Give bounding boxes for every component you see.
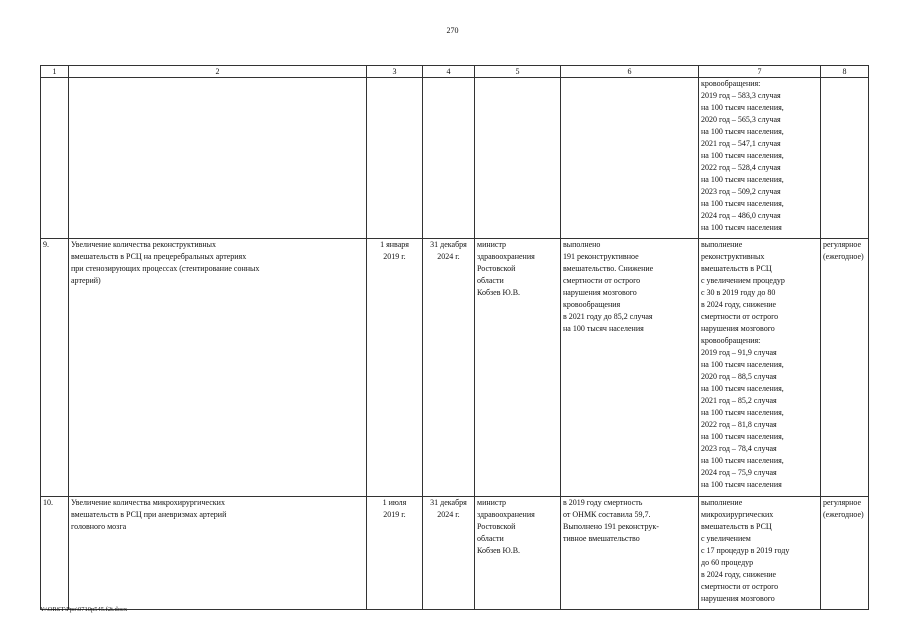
cell-text-line: 2020 год – 565,3 случая <box>701 115 781 124</box>
cell-text-line: области <box>477 534 504 543</box>
table-cell <box>367 239 423 497</box>
cell-text-line: области <box>477 276 504 285</box>
table-cell <box>423 239 475 497</box>
cell-text-line: 2019 год – 583,3 случая <box>701 91 781 100</box>
cell-text-line: 2024 год – 75,9 случая <box>701 468 777 477</box>
cell-text-line: вмешательств в РСЦ <box>701 264 772 273</box>
document-table <box>40 65 869 610</box>
cell-text-line: 2022 год – 81,8 случая <box>701 420 777 429</box>
cell-text-line: реконструктивных <box>701 252 765 261</box>
cell-text-line: кровообращения: <box>701 336 761 345</box>
table-cell <box>367 78 423 239</box>
cell-text-line: (ежегодное) <box>823 252 864 261</box>
cell-text-line: (ежегодное) <box>823 510 864 519</box>
table-cell <box>475 78 561 239</box>
column-header: 3 <box>367 66 423 78</box>
table-cell <box>475 497 561 610</box>
cell-text-line: 2019 г. <box>383 252 406 261</box>
cell-text-line: на 100 тысяч населения, <box>701 360 784 369</box>
cell-text-line: в 2019 году смертность <box>563 498 643 507</box>
cell-text-line: 2023 год – 78,4 случая <box>701 444 777 453</box>
column-header: 2 <box>69 66 367 78</box>
cell-text-line: Ростовской <box>477 264 516 273</box>
cell-text-line: вмешательств в РСЦ на прецеребральных артериях <box>71 252 247 261</box>
cell-text-line: 2020 год – 88,5 случая <box>701 372 777 381</box>
cell-text-line: с увеличением <box>701 534 751 543</box>
cell-text-line: Ростовской <box>477 522 516 531</box>
table-cell <box>699 239 821 497</box>
cell-text-line: Увеличение количества микрохирургических <box>71 498 225 507</box>
table-cell <box>367 497 423 610</box>
cell-text-line: 2019 г. <box>383 510 406 519</box>
cell-text-line: 2022 год – 528,4 случая <box>701 163 781 172</box>
cell-text-line: смертности от острого <box>563 276 641 285</box>
cell-text-line: в 2024 году, снижение <box>701 300 777 309</box>
cell-text-line: 10. <box>43 498 53 507</box>
file-path-footer: Y:\ORST\Ppo\0710p545.f2t.docx <box>40 606 128 613</box>
cell-text-line: Выполнено 191 реконструк- <box>563 522 659 531</box>
cell-text-line: с 17 процедур в 2019 году <box>701 546 790 555</box>
cell-text-line: 2024 г. <box>437 252 460 261</box>
cell-text-line: 1 января <box>380 240 409 249</box>
cell-text-line: на 100 тысяч населения, <box>701 103 784 112</box>
cell-text-line: регулярное <box>823 240 862 249</box>
table-cell <box>699 78 821 239</box>
table-cell <box>41 239 69 497</box>
table-cell <box>69 78 367 239</box>
cell-text-line: 2023 год – 509,2 случая <box>701 187 781 196</box>
table-cell <box>41 497 69 610</box>
cell-text-line: на 100 тысяч населения, <box>701 384 784 393</box>
cell-text-line: тивное вмешательство <box>563 534 640 543</box>
cell-text-line: нарушения мозгового <box>701 324 775 333</box>
table-row <box>41 497 869 610</box>
cell-text-line: с увеличением процедур <box>701 276 785 285</box>
column-header: 5 <box>475 66 561 78</box>
page-number: 270 <box>446 26 459 35</box>
cell-text-line: Кобзев Ю.В. <box>477 546 521 555</box>
cell-text-line: на 100 тысяч населения, <box>701 408 784 417</box>
cell-text-line: здравоохранения <box>477 510 535 519</box>
cell-text-line: 2019 год – 91,9 случая <box>701 348 777 357</box>
column-header: 4 <box>423 66 475 78</box>
cell-text-line: 1 июля <box>382 498 407 507</box>
column-header: 6 <box>561 66 699 78</box>
table-cell <box>821 78 869 239</box>
cell-text-line: нарушения мозгового <box>701 594 775 603</box>
cell-text-line: при стенозирующих процессах (стентирование сонных <box>71 264 260 273</box>
table-row <box>41 239 869 497</box>
cell-text-line: регулярное <box>823 498 862 507</box>
table-cell <box>41 78 69 239</box>
cell-text-line: с 30 в 2019 году до 80 <box>701 288 776 297</box>
column-header: 1 <box>41 66 69 78</box>
cell-text-line: на 100 тысяч населения, <box>701 199 784 208</box>
cell-text-line: Увеличение количества реконструктивных <box>71 240 217 249</box>
table-cell <box>821 497 869 610</box>
cell-text-line: на 100 тысяч населения, <box>701 456 784 465</box>
table-cell <box>561 497 699 610</box>
cell-text-line: 9. <box>43 240 49 249</box>
table-cell <box>561 78 699 239</box>
cell-text-line: вмешательство. Снижение <box>563 264 654 273</box>
cell-text-line: от ОНМК составила 59,7. <box>563 510 651 519</box>
cell-text-line: на 100 тысяч населения, <box>701 175 784 184</box>
table-cell <box>423 78 475 239</box>
cell-text-line: на 100 тысяч населения, <box>701 432 784 441</box>
cell-text-line: министр <box>477 240 507 249</box>
column-header: 7 <box>699 66 821 78</box>
table-cell <box>821 239 869 497</box>
table-cell <box>475 239 561 497</box>
cell-text-line: до 60 процедур <box>701 558 754 567</box>
cell-text-line: в 2024 году, снижение <box>701 570 777 579</box>
cell-text-line: нарушения мозгового <box>563 288 637 297</box>
cell-text-line: кровообращения: <box>701 79 761 88</box>
cell-text-line: артерий) <box>71 276 101 285</box>
table-cell <box>69 239 367 497</box>
cell-text-line: 191 реконструктивное <box>563 252 639 261</box>
table-header-row <box>41 66 869 78</box>
cell-text-line: 2024 год – 486,0 случая <box>701 211 781 220</box>
cell-text-line: головного мозга <box>71 522 127 531</box>
cell-text-line: 2024 г. <box>437 510 460 519</box>
cell-text-line: на 100 тысяч населения, <box>701 127 784 136</box>
table-cell <box>69 497 367 610</box>
cell-text-line: вмешательств в РСЦ при аневризмах артерий <box>71 510 227 519</box>
cell-text-line: на 100 тысяч населения <box>563 324 644 333</box>
cell-text-line: здравоохранения <box>477 252 535 261</box>
cell-text-line: 31 декабря <box>430 498 467 507</box>
cell-text-line: на 100 тысяч населения, <box>701 151 784 160</box>
cell-text-line: выполнение <box>701 498 743 507</box>
table-cell <box>423 497 475 610</box>
cell-text-line: 31 декабря <box>430 240 467 249</box>
cell-text-line: 2021 год – 85,2 случая <box>701 396 777 405</box>
cell-text-line: вмешательств в РСЦ <box>701 522 772 531</box>
cell-text-line: 2021 год – 547,1 случая <box>701 139 781 148</box>
cell-text-line: микрохирургических <box>701 510 774 519</box>
table-row <box>41 78 869 239</box>
cell-text-line: выполнено <box>563 240 601 249</box>
cell-text-line: на 100 тысяч населения <box>701 223 782 232</box>
column-header: 8 <box>821 66 869 78</box>
cell-text-line: смертности от острого <box>701 312 779 321</box>
table-cell <box>561 239 699 497</box>
cell-text-line: Кобзев Ю.В. <box>477 288 521 297</box>
cell-text-line: смертности от острого <box>701 582 779 591</box>
cell-text-line: министр <box>477 498 507 507</box>
table-cell <box>699 497 821 610</box>
cell-text-line: кровообращения <box>563 300 621 309</box>
cell-text-line: в 2021 году до 85,2 случая <box>563 312 653 321</box>
cell-text-line: выполнение <box>701 240 743 249</box>
cell-text-line: на 100 тысяч населения <box>701 480 782 489</box>
